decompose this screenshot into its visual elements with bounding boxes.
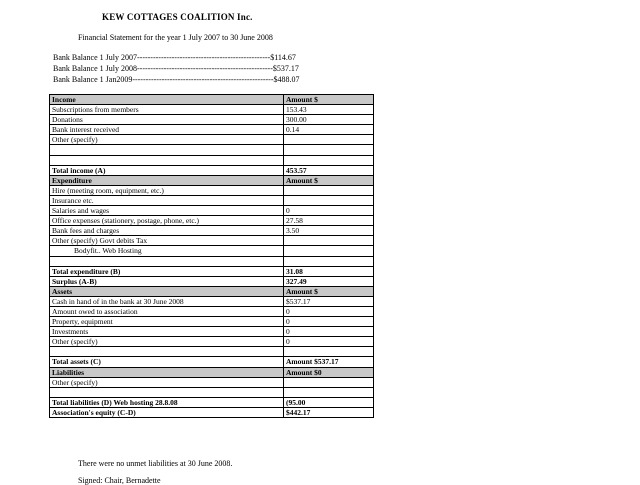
table-row	[50, 165, 374, 175]
row-amount: 0	[284, 337, 374, 347]
row-amount: 0	[284, 317, 374, 327]
table-row	[50, 347, 374, 357]
row-amount	[284, 387, 374, 397]
table-row	[50, 387, 374, 397]
row-label: Salaries and wages	[50, 206, 284, 216]
document-subtitle: Financial Statement for the year 1 July 2007 to 30 June 2008	[78, 33, 273, 42]
row-label: Bank interest received	[50, 125, 284, 135]
row-label: Insurance etc.	[50, 195, 284, 205]
table-row	[50, 256, 374, 266]
table-row	[50, 145, 374, 155]
row-label: Bodyfit.. Web Hosting	[50, 246, 284, 256]
table-row	[50, 216, 374, 226]
row-label: Assets	[50, 286, 284, 296]
row-amount	[284, 256, 374, 266]
row-label: Bank fees and charges	[50, 226, 284, 236]
table-row	[50, 367, 374, 377]
row-label: Total expenditure (B)	[50, 266, 284, 276]
row-amount: 0	[284, 327, 374, 337]
row-amount: 453.57	[284, 165, 374, 175]
table-row	[50, 397, 374, 407]
row-amount	[284, 246, 374, 256]
table-row	[50, 95, 374, 105]
bank-balance-line: Bank Balance 1 Jan2009-----------------------------------------------------$488.07	[53, 75, 300, 84]
row-amount: 27.58	[284, 216, 374, 226]
row-label: Liabilities	[50, 367, 284, 377]
table-row	[50, 246, 374, 256]
row-label: Amount owed to association	[50, 306, 284, 316]
table-row	[50, 407, 374, 417]
table-row	[50, 125, 374, 135]
row-amount	[284, 155, 374, 165]
table-row	[50, 195, 374, 205]
row-amount: 0	[284, 206, 374, 216]
bank-balance-line: Bank Balance 1 July 2008---------------------------------------------------$537.17	[53, 64, 299, 73]
row-amount: 0.14	[284, 125, 374, 135]
row-amount: 327.49	[284, 276, 374, 286]
row-label: Hire (meeting room, equipment, etc.)	[50, 185, 284, 195]
row-amount: Amount $537.17	[284, 357, 374, 367]
row-amount	[284, 236, 374, 246]
document-title: KEW COTTAGES COALITION Inc.	[102, 12, 253, 22]
table-row	[50, 286, 374, 296]
row-label: Total income (A)	[50, 165, 284, 175]
row-label	[50, 256, 284, 266]
table-row	[50, 115, 374, 125]
table-row	[50, 377, 374, 387]
row-label	[50, 347, 284, 357]
row-amount: Amount $	[284, 286, 374, 296]
row-label: Donations	[50, 115, 284, 125]
row-amount: Amount $	[284, 95, 374, 105]
table-row	[50, 306, 374, 316]
table-row	[50, 266, 374, 276]
table-row	[50, 236, 374, 246]
row-amount	[284, 195, 374, 205]
row-label: Investments	[50, 327, 284, 337]
row-amount: (95.00	[284, 397, 374, 407]
row-amount: Amount $0	[284, 367, 374, 377]
table-row	[50, 155, 374, 165]
row-label: Total assets (C)	[50, 357, 284, 367]
row-amount	[284, 135, 374, 145]
table-row	[50, 357, 374, 367]
row-label: Total liabilities (D) Web hosting 28.8.08	[50, 397, 284, 407]
row-label: Other (specify) Govt debits Tax	[50, 236, 284, 246]
row-amount: 153.43	[284, 105, 374, 115]
signoff-line: Signed: Chair, Bernadette	[78, 476, 161, 485]
row-label: Surplus (A-B)	[50, 276, 284, 286]
table-row	[50, 105, 374, 115]
table-row	[50, 276, 374, 286]
row-label: Office expenses (stationery, postage, phone, etc.)	[50, 216, 284, 226]
footnote: There were no unmet liabilities at 30 June 2008.	[78, 459, 233, 468]
row-amount: 31.08	[284, 266, 374, 276]
table-row	[50, 226, 374, 236]
table-row	[50, 296, 374, 306]
row-label: Other (specify)	[50, 337, 284, 347]
row-amount	[284, 347, 374, 357]
row-label	[50, 145, 284, 155]
table-row	[50, 175, 374, 185]
table-row	[50, 317, 374, 327]
row-amount	[284, 377, 374, 387]
financial-statement-table	[49, 94, 374, 418]
row-label	[50, 155, 284, 165]
row-amount: 3.50	[284, 226, 374, 236]
bank-balance-line: Bank Balance 1 July 2007--------------------------------------------------$114.67	[53, 53, 296, 62]
row-amount: 0	[284, 306, 374, 316]
row-amount: 300.00	[284, 115, 374, 125]
row-amount: $442.17	[284, 407, 374, 417]
row-amount	[284, 185, 374, 195]
table-row	[50, 327, 374, 337]
row-label: Other (specify)	[50, 377, 284, 387]
row-label: Association's equity (C-D)	[50, 407, 284, 417]
row-label	[50, 387, 284, 397]
table-row	[50, 206, 374, 216]
row-amount: Amount $	[284, 175, 374, 185]
row-label: Other (specify)	[50, 135, 284, 145]
table-row	[50, 135, 374, 145]
table-row	[50, 337, 374, 347]
table-row	[50, 185, 374, 195]
row-amount	[284, 145, 374, 155]
row-label: Cash in hand of in the bank at 30 June 2008	[50, 296, 284, 306]
row-label: Expenditure	[50, 175, 284, 185]
row-label: Income	[50, 95, 284, 105]
row-label: Subscriptions from members	[50, 105, 284, 115]
row-label: Property, equipment	[50, 317, 284, 327]
row-amount: $537.17	[284, 296, 374, 306]
